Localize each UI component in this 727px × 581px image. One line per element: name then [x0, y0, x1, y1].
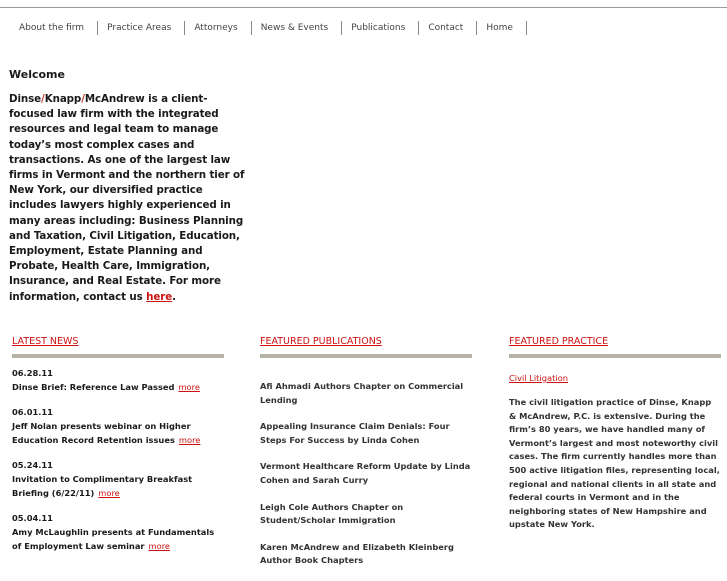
nav-home[interactable]: Home	[477, 21, 527, 35]
nav-about[interactable]: About the firm	[0, 21, 98, 35]
news-text	[12, 525, 224, 553]
publication-item[interactable]: Vermont Healthcare Reform Update by Linda Cohen and Sarah Curry	[260, 461, 471, 485]
section-divider	[260, 354, 472, 358]
news-date: 05.24.11	[12, 460, 53, 470]
nav-attorneys[interactable]: Attorneys	[185, 21, 251, 35]
news-more-link[interactable]: more	[178, 382, 200, 392]
firm-name-part: Knapp	[44, 93, 82, 105]
publication-item[interactable]: Afi Ahmadi Authors Chapter on Commercial Lending	[260, 381, 464, 405]
news-item	[12, 458, 224, 500]
news-more-link[interactable]: more	[98, 488, 120, 498]
latest-news-section	[12, 335, 224, 564]
publication-item[interactable]: Leigh Cole Authors Chapter on Student/Scholar Immigration	[260, 501, 404, 526]
news-item	[12, 366, 224, 394]
main-nav	[0, 20, 527, 36]
news-item	[12, 405, 224, 447]
featured-practice-heading[interactable]: FEATURED PRACTICE	[509, 336, 609, 347]
welcome-paragraph	[9, 92, 247, 305]
firm-name-part: McAndrew	[84, 93, 145, 105]
news-title: Dinse Brief: Reference Law Passed	[12, 382, 175, 392]
news-title: Amy McLaughlin presents at Fundamentals of Employment Law seminar	[12, 527, 215, 551]
featured-publications-heading[interactable]: FEATURED PUBLICATIONS	[260, 336, 382, 347]
news-title: Invitation to Complimentary Breakfast Briefing (6/22/11)	[12, 474, 193, 498]
news-more-link[interactable]: more	[178, 435, 201, 445]
featured-practice-section	[509, 335, 721, 532]
news-text	[12, 380, 224, 394]
featured-publications-section	[260, 335, 472, 581]
news-list	[12, 366, 224, 553]
news-date: 06.28.11	[12, 368, 53, 378]
nav-news-events[interactable]: News & Events	[252, 21, 343, 35]
top-divider	[0, 7, 727, 8]
name-slash: /	[41, 93, 45, 105]
welcome-body: is a client-focused law firm with the integrated resources and legal team to manage today’s most complex cases and transactions. As one of the largest law firms in Vermont and the northern tier of New York, our diversified practice includes lawyers highly experienced in many areas including: Business Planning and Taxation, Civil Litigation, Education, Employment, Estate Planning and Probate, Health Care, Immigration, Insurance, and Real Estate. For more information, contact us	[9, 93, 245, 303]
news-date: 06.01.11	[12, 407, 53, 417]
nav-practice-areas[interactable]: Practice Areas	[98, 21, 185, 35]
news-item	[12, 511, 224, 553]
publication-item[interactable]: Appealing Insurance Claim Denials: Four Steps For Success by Linda Cohen	[260, 421, 450, 445]
contact-here-link[interactable]: here	[146, 290, 173, 303]
practice-link[interactable]: Civil Litigation	[509, 373, 568, 383]
publication-item[interactable]: Karen McAndrew and Elizabeth Kleinberg Author Book Chapters	[260, 541, 454, 566]
news-date: 05.04.11	[12, 513, 53, 523]
latest-news-heading[interactable]: LATEST NEWS	[12, 336, 79, 347]
news-more-link[interactable]: more	[148, 541, 171, 551]
welcome-heading: Welcome	[9, 68, 65, 81]
welcome-period: .	[172, 290, 176, 303]
publications-list	[260, 380, 472, 568]
name-slash: /	[81, 93, 85, 105]
news-title: Jeff Nolan presents webinar on Higher Education Record Retention issues	[12, 421, 191, 445]
nav-contact[interactable]: Contact	[419, 21, 477, 35]
firm-name-part: Dinse	[9, 93, 42, 105]
news-text	[12, 419, 224, 447]
news-text	[12, 472, 224, 500]
practice-description: The civil litigation practice of Dinse, Knapp & McAndrew, P.C. is extensive. During the firm’s 80 years, we have handled many of Vermont’s largest and most noteworthy civil cases. The firm currently handles more than 500 active litigation files, representing local, regional and national clients in all state and federal courts in Vermont and in the neighboring states of New Hampshire and upstate New York.	[509, 397, 720, 530]
nav-publications[interactable]: Publications	[342, 21, 419, 35]
section-divider	[12, 354, 224, 358]
section-divider	[509, 354, 721, 358]
